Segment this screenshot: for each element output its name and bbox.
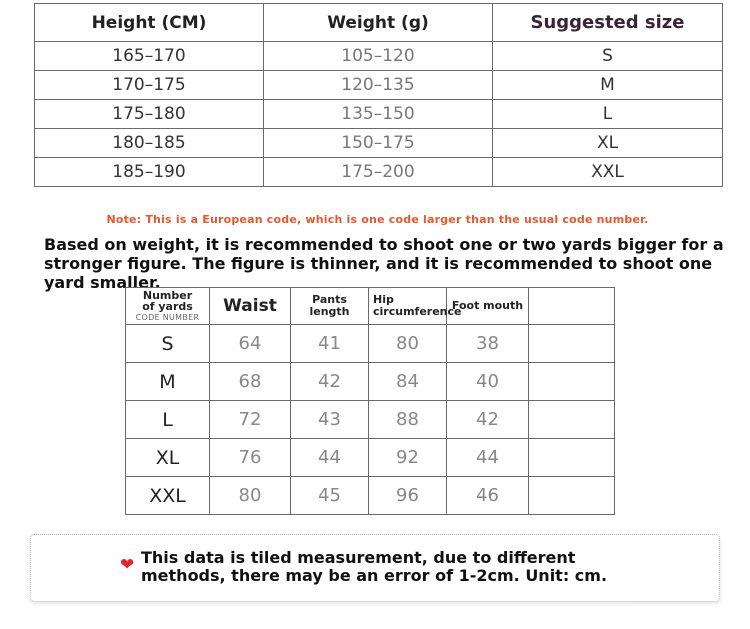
code-header-line2: of yards bbox=[142, 299, 193, 313]
table-row bbox=[126, 363, 615, 401]
measurement-table bbox=[125, 287, 615, 515]
foot-mouth-cell: 38 bbox=[447, 325, 529, 363]
code-cell: XXL bbox=[126, 477, 210, 515]
size-cell: XL bbox=[493, 129, 723, 158]
hip-header-line1: Hip bbox=[373, 293, 394, 306]
pants-length-cell: 45 bbox=[291, 477, 369, 515]
height-cell: 175–180 bbox=[35, 100, 264, 129]
foot-mouth-cell: 46 bbox=[447, 477, 529, 515]
waist-cell: 64 bbox=[210, 325, 291, 363]
weight-cell: 120–135 bbox=[264, 71, 493, 100]
waist-header: Waist bbox=[210, 288, 291, 325]
pants-length-cell: 44 bbox=[291, 439, 369, 477]
extra-cell bbox=[529, 363, 615, 401]
code-cell: XL bbox=[126, 439, 210, 477]
size-cell: S bbox=[493, 42, 723, 71]
weight-cell: 175–200 bbox=[264, 158, 493, 187]
code-number-header bbox=[126, 288, 210, 325]
extra-cell bbox=[529, 439, 615, 477]
weight-header: Weight (g) bbox=[264, 4, 493, 42]
waist-cell: 72 bbox=[210, 401, 291, 439]
height-cell: 180–185 bbox=[35, 129, 264, 158]
heart-icon: ❤ bbox=[120, 555, 135, 575]
foot-mouth-cell: 42 bbox=[447, 401, 529, 439]
waist-cell: 76 bbox=[210, 439, 291, 477]
hip-cell: 84 bbox=[369, 363, 447, 401]
weight-cell: 105–120 bbox=[264, 42, 493, 71]
size-recommendation-table bbox=[34, 3, 723, 187]
weight-cell: 150–175 bbox=[264, 129, 493, 158]
table-row bbox=[35, 129, 723, 158]
code-cell: M bbox=[126, 363, 210, 401]
pants-length-cell: 42 bbox=[291, 363, 369, 401]
size-cell: M bbox=[493, 71, 723, 100]
hip-circumference-header bbox=[369, 288, 462, 325]
table-row bbox=[126, 477, 615, 515]
pants-length-cell: 43 bbox=[291, 401, 369, 439]
table-row bbox=[35, 100, 723, 129]
table-row bbox=[35, 71, 723, 100]
hip-cell: 96 bbox=[369, 477, 447, 515]
pants-header-line2: length bbox=[309, 305, 350, 318]
code-cell: S bbox=[126, 325, 210, 363]
size-table-header-row bbox=[35, 4, 723, 42]
code-cell: L bbox=[126, 401, 210, 439]
waist-cell: 68 bbox=[210, 363, 291, 401]
extra-cell bbox=[529, 477, 615, 515]
code-header-sub: CODE NUMBER bbox=[135, 312, 200, 322]
pants-length-cell: 41 bbox=[291, 325, 369, 363]
code-header-line1: Number bbox=[142, 288, 193, 302]
suggested-size-header: Suggested size bbox=[493, 4, 723, 42]
measurement-notice-box bbox=[30, 534, 720, 602]
extra-cell bbox=[529, 401, 615, 439]
height-cell: 185–190 bbox=[35, 158, 264, 187]
weight-recommendation-text: Based on weight, it is recommended to shoot one or two yards bigger for a stronger figure. The figure is thinner, and it is recommended to shoot one yard smaller. bbox=[44, 235, 724, 292]
hip-cell: 88 bbox=[369, 401, 447, 439]
table-row bbox=[35, 158, 723, 187]
height-cell: 165–170 bbox=[35, 42, 264, 71]
hip-header-line2: circumference bbox=[373, 305, 462, 318]
hip-cell: 92 bbox=[369, 439, 447, 477]
table-row bbox=[35, 42, 723, 71]
pants-header-line1: Pants bbox=[312, 293, 347, 306]
european-code-note: Note: This is a European code, which is one code larger than the usual code number. bbox=[106, 213, 649, 226]
table-row bbox=[126, 401, 615, 439]
weight-cell: 135–150 bbox=[264, 100, 493, 129]
table-row bbox=[126, 325, 615, 363]
size-cell: XXL bbox=[493, 158, 723, 187]
measurement-header-row bbox=[126, 288, 615, 325]
foot-mouth-cell: 44 bbox=[447, 439, 529, 477]
measurement-notice-text: This data is tiled measurement, due to different methods, there may be an error of 1-2cm. Unit: cm. bbox=[141, 548, 608, 585]
size-cell: L bbox=[493, 100, 723, 129]
extra-cell bbox=[529, 325, 615, 363]
waist-cell: 80 bbox=[210, 477, 291, 515]
extra-header bbox=[529, 288, 615, 325]
height-cell: 170–175 bbox=[35, 71, 264, 100]
hip-cell: 80 bbox=[369, 325, 447, 363]
foot-mouth-cell: 40 bbox=[447, 363, 529, 401]
height-header: Height (CM) bbox=[35, 4, 264, 42]
table-row bbox=[126, 439, 615, 477]
foot-mouth-header: Foot mouth bbox=[447, 288, 529, 325]
pants-length-header bbox=[291, 288, 369, 325]
